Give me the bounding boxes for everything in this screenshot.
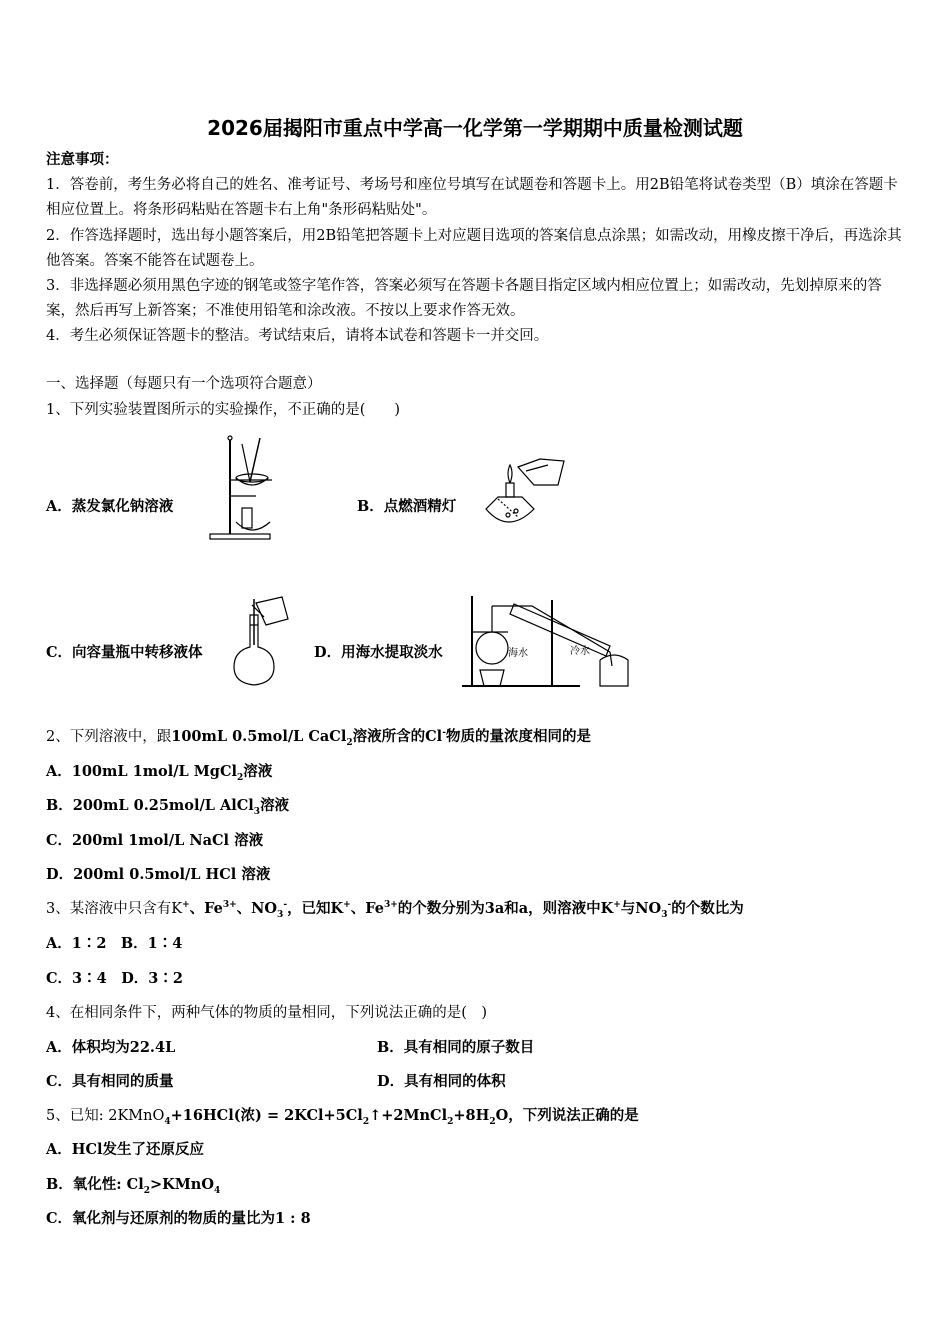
section-heading: 一、选择题（每题只有一个选项符合题意） [46, 376, 322, 392]
q4-option-b: B．具有相同的原子数目 [377, 1039, 535, 1056]
q3-options-ab: A．1∶2 B．1∶4 [46, 935, 183, 952]
q1-option-a: A．蒸发氯化钠溶液 [46, 498, 174, 515]
q4-option-d: D．具有相同的体积 [377, 1073, 506, 1090]
q2-option-c: C．200ml 1mol/L NaCl 溶液 [46, 832, 264, 849]
q5-option-b: B．氧化性: $Cl_2>KMnO_4$ [46, 1176, 221, 1196]
q2-option-a: A．100mL 1mol/L MgCl$_2$溶液 [46, 763, 273, 783]
question-1-stem: 1、下列实验装置图所示的实验操作，不正确的是( ) [46, 402, 401, 418]
lighting-alcohol-lamp-figure [478, 455, 568, 530]
q5-option-a: A．HCl发生了还原反应 [46, 1141, 204, 1158]
q2-option-d: D．200ml 0.5mol/L HCl 溶液 [46, 866, 271, 883]
notice-item-2: 2．作答选择题时，选出每小题答案后，用2B铅笔把答题卡上对应题目选项的答案信息点涂黑；如需改动，用橡皮擦干净后，再选涂其他答案。答案不能答在试题卷上。 [46, 228, 902, 269]
q2-option-b: B．200mL 0.25mol/L AlCl$_3$溶液 [46, 797, 290, 817]
q3-options-cd: C．3∶4 D．3∶2 [46, 970, 183, 987]
q4-option-a: A．体积均为22.4L [46, 1039, 176, 1056]
question-2-stem: 2、下列溶液中，跟100mL 0.5mol/L CaCl$_2$溶液所含的Cl-物质的量浓度相同的是 [46, 728, 591, 748]
distillation-apparatus-figure [460, 590, 632, 690]
question-5-stem: 5、已知: 2KMnO$_4$+16HCl(浓) = $2KCl+5Cl_2↑+2MnCl_2+8H_2O$，下列说法正确的是 [46, 1107, 639, 1127]
q1-option-d: D．用海水提取淡水 [314, 644, 443, 661]
q1-option-b: B．点燃酒精灯 [357, 498, 457, 515]
notice-item-1: 1．答卷前，考生务必将自己的姓名、准考证号、考场号和座位号填写在试题卷和答题卡上。用2B铅笔将试卷类型（B）填涂在答题卡相应位置上。将条形码粘贴在答题卡右上角"条形码粘贴处"。 [46, 177, 898, 218]
notice-heading: 注意事项： [46, 151, 119, 168]
evaporation-apparatus-figure [206, 430, 276, 542]
page-title: 2026届揭阳市重点中学高一化学第一学期期中质量检测试题 [207, 116, 743, 140]
notice-item-3: 3．非选择题必须用黑色字迹的钢笔或签字笔作答，答案必须写在答题卡各题目指定区域内相应位置上；如需改动，先划掉原来的答案，然后再写上新答案；不准使用铅笔和涂改液。不按以上要求作答无效。 [46, 278, 882, 319]
coldwater-label: 冷水 [570, 646, 590, 657]
q5-option-c: C．氧化剂与还原剂的物质的量比为1 : 8 [46, 1210, 311, 1227]
question-3-stem: 3、某溶液中只含有K+、$Fe^{3+}$、$NO_3^-$，已知K+、$Fe^{3+}$的个数分别为3a和a，则溶液中K+与$NO_3^-$的个数比为 [46, 900, 744, 920]
q4-option-c: C．具有相同的质量 [46, 1073, 174, 1090]
seawater-label: 海水 [508, 648, 528, 659]
volumetric-flask-figure [228, 595, 294, 689]
question-4-stem: 4、在相同条件下，两种气体的物质的量相同，下列说法正确的是( ) [46, 1005, 488, 1021]
notice-item-4: 4．考生必须保证答题卡的整洁。考试结束后，请将本试卷和答题卡一并交回。 [46, 328, 549, 344]
q1-option-c: C．向容量瓶中转移液体 [46, 644, 203, 661]
